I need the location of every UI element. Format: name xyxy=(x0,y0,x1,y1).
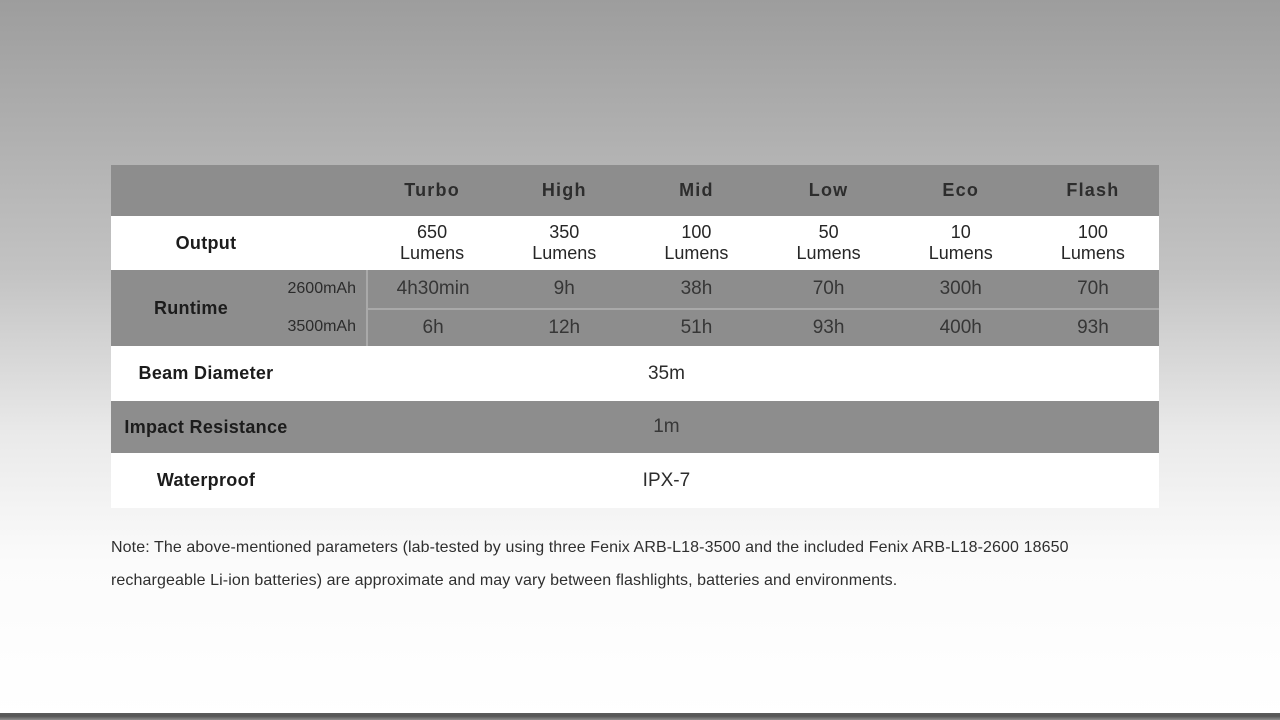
output-unit: Lumens xyxy=(400,243,465,263)
mode-header-turbo: Turbo xyxy=(404,180,460,200)
table-header-row xyxy=(111,165,1159,216)
runtime-cell: 4h30min xyxy=(366,270,498,308)
runtime-cell: 400h xyxy=(895,308,1027,346)
runtime-cell: 6h xyxy=(366,308,498,346)
output-unit: Lumens xyxy=(796,243,861,263)
runtime-cell: 70h xyxy=(1077,278,1109,299)
runtime-cell: 70h xyxy=(812,278,845,299)
output-cell xyxy=(1027,216,1159,270)
runtime-cell: 93h xyxy=(763,308,895,346)
output-cell xyxy=(366,216,498,270)
note-text xyxy=(111,531,1191,597)
runtime-cell: 9h xyxy=(553,278,575,299)
output-value: 100 xyxy=(681,222,712,242)
spec-label: Impact Resistance xyxy=(124,416,288,437)
runtime-label: Runtime xyxy=(153,297,229,318)
note-line-1: Note: The above-mentioned parameters (lab-tested by using three Fenix ARB-L18-3500 and the included Fenix ARB-L18-2600 18650 xyxy=(111,539,1069,556)
mode-header-high: High xyxy=(541,180,587,200)
output-unit: Lumens xyxy=(1060,243,1125,263)
mode-header-eco: Eco xyxy=(942,180,980,200)
output-value: 650 xyxy=(417,222,448,242)
output-value: 350 xyxy=(549,222,580,242)
spec-value: 1m xyxy=(653,416,680,437)
mode-header-low: Low xyxy=(808,180,849,200)
output-unit: Lumens xyxy=(532,243,597,263)
runtime-cell: 38h xyxy=(680,278,713,299)
output-cell xyxy=(895,216,1027,270)
spec-row-beam-diameter xyxy=(111,346,1159,401)
mode-header-mid: Mid xyxy=(679,180,714,200)
output-value: 100 xyxy=(1077,222,1108,242)
output-cell xyxy=(630,216,762,270)
output-row xyxy=(111,216,1159,270)
runtime-cell: 93h xyxy=(1027,308,1159,346)
bottom-bar xyxy=(0,713,1280,720)
mode-header-flash: Flash xyxy=(1066,180,1120,200)
spec-value: 35m xyxy=(647,362,685,384)
output-value: 50 xyxy=(818,222,839,242)
runtime-cell: 51h xyxy=(630,308,762,346)
spec-table xyxy=(111,165,1159,508)
output-value: 10 xyxy=(950,222,971,242)
runtime-cell: 300h xyxy=(939,278,982,299)
note-line-2: rechargeable Li-ion batteries) are approximate and may vary between flashlights, batteries and environments. xyxy=(111,572,898,589)
battery-label-3500: 3500mAh xyxy=(287,318,356,335)
spec-value: IPX-7 xyxy=(642,469,691,491)
battery-label-2600: 2600mAh xyxy=(287,280,356,297)
runtime-cell: 12h xyxy=(498,308,630,346)
output-cell xyxy=(763,216,895,270)
output-unit: Lumens xyxy=(928,243,993,263)
output-label: Output xyxy=(175,232,237,253)
spec-label: Beam Diameter xyxy=(138,363,274,383)
output-cell xyxy=(498,216,630,270)
spec-row-waterproof xyxy=(111,453,1159,508)
spec-label: Waterproof xyxy=(156,470,256,490)
runtime-band xyxy=(111,270,1159,346)
spec-row-impact-resistance xyxy=(111,401,1159,453)
header-spacer xyxy=(111,165,366,216)
output-unit: Lumens xyxy=(664,243,729,263)
